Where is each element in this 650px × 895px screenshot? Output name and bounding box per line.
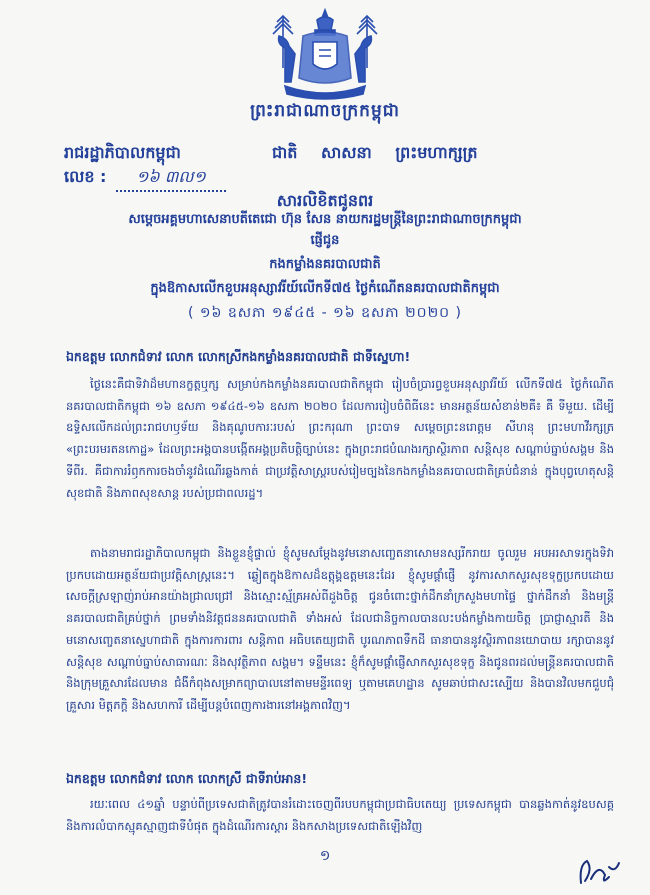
sender-line: សម្តេចអគ្គមហាសេនាបតីតេជោ ហ៊ុន សែន នាយករដ្ឋមន្ត្រីនៃព្រះរាជាណាចក្រកម្ពុជា: [128, 212, 522, 227]
recipient-line: កងកម្លាំងនគរបាលជាតិ: [269, 257, 381, 272]
occasion-line: ក្នុងឱកាសលើកខួបអនុស្សាវរីយ៍លើកទី៧៥ ថ្ងៃកំណើតនគរបាលជាតិកម្ពុជា: [150, 281, 500, 296]
reference-label: លេខ :: [64, 167, 107, 186]
reference-number: [64, 166, 226, 192]
royal-coat-of-arms-icon: [255, 8, 395, 100]
national-motto: ជាតិ សាសនា ព្រះមហាក្សត្រ: [272, 143, 478, 162]
reference-value: ១៦ ៣ល១: [116, 166, 226, 192]
paragraph-3: រយៈពេល ៤១ឆ្នាំ បន្ទាប់ពីប្រទេសជាតិត្រូវបានរំដោះចេញពីរបបកម្ពុជាប្រជាធិបតេយ្យ ប្រទេសកម្ពុជា បានឆ្លងកាត់នូវឧបសគ្គ និងការលំបាកស្មុគស្មាញជាទីបំផុត ក្នុងដំណើរការស្តារ និងកសាងប្រទេសជាតិឡើងវិញ: [66, 797, 614, 833]
greeting-second: ឯកឧត្តម លោកជំទាវ លោក លោកស្រី ជាទីរាប់អាន!: [66, 771, 308, 786]
date-range-line: ( ១៦ ឧសភា ១៩៤៥ - ១៦ ឧសភា ២០២០ ): [187, 305, 463, 321]
government-label: រាជរដ្ឋាភិបាលកម្ពុជា: [64, 143, 181, 162]
kingdom-heading: ព្រះរាជាណាចក្រកម្ពុជា: [250, 101, 400, 121]
paragraph-2: តាងនាមរាជរដ្ឋាភិបាលកម្ពុជា និងខ្លួនខ្ញុំផ្ទាល់ ខ្ញុំសូមសម្តែងនូវមនោសញ្ចេតនាសោមនស្សរីករាយ ចូលរួម អបអរសាទរក្នុងទិវាប្រកបដោយអត្ថន័យជាប្រវត្តិសាស្ត្រនេះ។ ឆ្លៀតក្នុងឱកាសដ៏ឧត្តុង្គឧត្តមនេះដែរ ខ្ញុំសូមផ្តាំផ្ញើ នូវការសាកសួរសុខទុក្ខប្រកបដោយសេចក្តីស្រឡាញ់រាប់អានយ៉ាងជ្រាលជ្រៅ និងស្មោះស្ម័គ្រអស់ពីដួងចិត្ត ជូនចំពោះថ្នាក់ដឹកនាំក្រសួងមហាផ្ទៃ ថ្នាក់ដឹកនាំ និងមន្ត្រីនគរបាលជាតិគ្រប់ថ្នាក់ ព្រមទាំងនិវត្តជននគរបាលជាតិ ទាំងអស់ ដែលជានិច្ចកាលបានលះបង់កម្លាំងកាយចិត្ត ប្រាជ្ញាស្មារតី និងមនោសញ្ចេតនាស្នេហាជាតិ ក្នុងការការពារ សន្តិភាព អធិបតេយ្យជាតិ បូរណភាពទឹកដី ធានាបាននូវស្ថិរភាពនយោបាយ រក្សាបាននូវសន្តិសុខ សណ្តាប់ធ្នាប់សាធារណៈ និងសុវត្ថិភាព សង្គម។ ទន្ទឹមនេះ ខ្ញុំក៏សូមផ្តាំផ្ញើសាកសួរសុខទុក្ខ និងជូនពរដល់មន្ត្រីនគរបាលជាតិ និងក្រុមគ្រួសារដែលមាន ជំងឺកំពុងសម្រាកព្យាបាលនៅតាមមន្ទីរពេទ្យ ឬតាមគេហដ្ឋាន សូមឆាប់ជាសះស្បើយ និងបានវិលមកជួបជុំគ្រួសារ មិត្តភក្តិ និងសហការី ដើម្បីបន្តបំពេញការងារនៅអង្គភាពវិញ។: [66, 546, 614, 712]
paragraph-1: ថ្ងៃនេះគឺជាទិវាដ៏មហានក្ខត្តឬក្ស សម្រាប់កងកម្លាំងនគរបាលជាតិកម្ពុជា រៀបចំប្រារព្ធខួបអនុស្សាវរីយ៍ លើកទី៧៥ ថ្ងៃកំណើតនគរបាលជាតិកម្ពុជា ១៦ ឧសភា ១៩៤៥-១៦ ឧសភា ២០២០ ដែលការរៀបចំពិធីនេះ មានអត្ថន័យសំខាន់២គឺ៖ គឺ ទីមួយ. ដើម្បីឧទ្ទិសលើកដល់ព្រះរាជហឫទ័យ និងគុណូបការៈរបស់ ព្រះករុណា ព្រះបាទ សម្តេចព្រះនរោត្តម សីហនុ ព្រះមហាវីរក្សត្រ «ព្រះបរមរតនកោដ្ឋ» ដែលព្រះអង្គបានបង្កើតអង្គប្រតិបត្តិច្បាប់នេះ ក្នុងព្រះរាជបំណងរក្សាស្ថិរភាព សន្តិសុខ សណ្តាប់ធ្នាប់សង្គម និង ទីពីរ. គឺជាការរំឭកការចងចាំនូវដំណើរឆ្លងកាត់ ជាប្រវត្តិសាស្ត្ររបស់រៀមច្បងនៃកងកម្លាំងនគរបាលជាតិគ្រប់ជំនាន់ ក្នុងបុព្វហេតុសន្តិសុខជាតិ និងភាពសុខសាន្ត របស់ប្រជាពលរដ្ឋ។: [66, 377, 614, 500]
document-title: សារលិខិតជូនពរ: [276, 191, 374, 210]
page-number: ១: [319, 848, 331, 864]
handwritten-initials: [575, 855, 625, 890]
send-to-line: ផ្ញើជូន: [310, 233, 340, 248]
greeting-first: ឯកឧត្តម លោកជំទាវ លោក លោកស្រីកងកម្លាំងនគរបាលជាតិ ជាទីស្នេហា!: [66, 349, 411, 364]
